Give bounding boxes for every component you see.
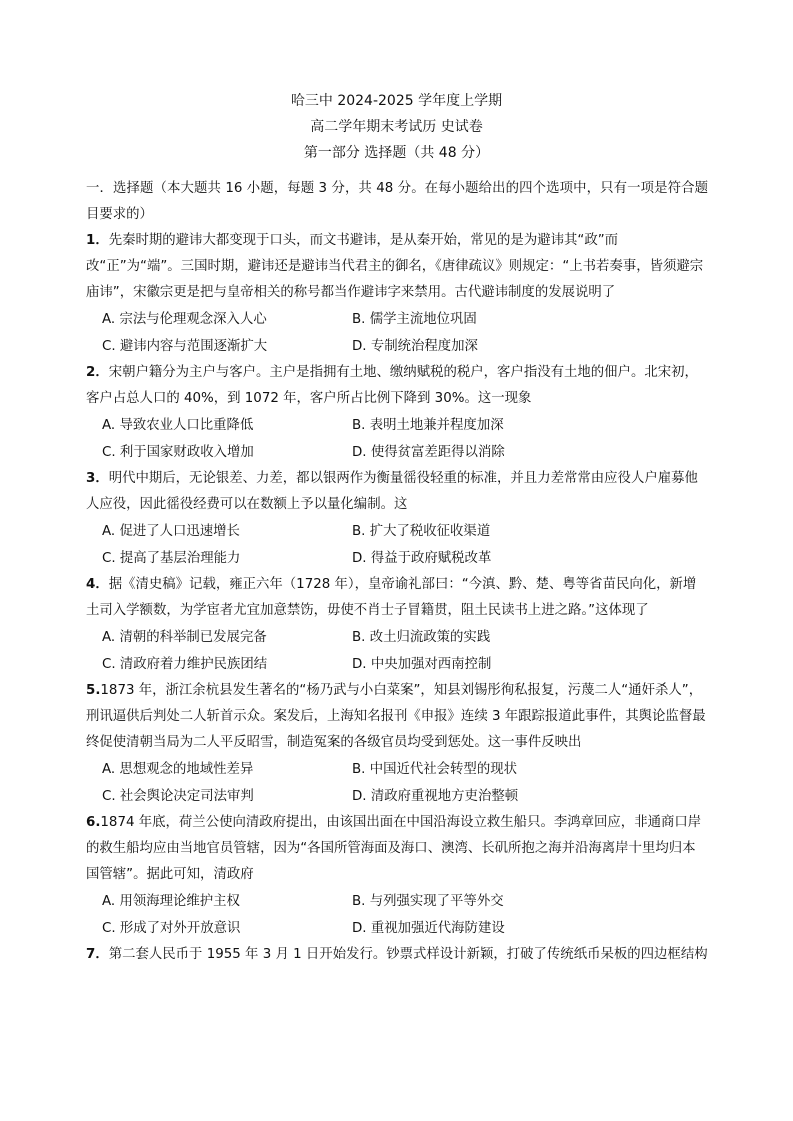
question-stem (86, 572, 708, 624)
question-stem (86, 942, 708, 968)
question-text: 宋朝户籍分为主户与客户。主户是指拥有土地、缴纳赋税的税户，客户指没有土地的佃户。北宋初，客户占总人口的 40%，到 1072 年，客户所占比例下降到 30%。这一现象 (86, 365, 698, 406)
options-grid (86, 624, 708, 678)
question-text: 第二套人民币于 1955 年 3 月 1 日开始发行。钞票式样设计新颖，打破了传统纸币呆板的四边框结构 (108, 947, 708, 962)
question-item (86, 360, 708, 466)
answer-option: C. 提高了基层治理能力 (102, 551, 241, 566)
exam-header (0, 88, 793, 166)
answer-option: B. 扩大了税收征收渠道 (352, 524, 491, 539)
answer-option: A. 导致农业人口比重降低 (102, 418, 254, 433)
answer-option: D. 重视加强近代海防建设 (352, 921, 505, 936)
question-text: 据《清史稿》记载，雍正六年（1728 年），皇帝谕礼部曰：“今滇、黔、楚、粤等省苗民向化，新增土司入学额数，为学宦者尤宜加意禁饬，毋使不肖士子冒籍贯，阻土民读书上进之路。”这体现了 (86, 577, 697, 618)
question-item (86, 572, 708, 678)
question-text: 1873 年，浙江余杭县发生著名的“杨乃武与小白菜案”，知县刘锡彤徇私报复，污蔑二人“通奸杀人”，刑讯逼供后判处二人斩首示众。案发后，上海知名报刊《申报》连续 3 年跟踪报道此事件，其舆论监督最终促使清朝当局为二人平反昭雪，制造冤案的各级官员均受到惩处。这一事件反映出 (86, 683, 706, 750)
answer-option: C. 利于国家财政收入增加 (102, 445, 254, 460)
options-grid (86, 756, 708, 810)
answer-option: D. 清政府重视地方吏治整顿 (352, 789, 519, 804)
question-item (86, 942, 708, 968)
answer-option: C. 社会舆论决定司法审判 (102, 789, 254, 804)
answer-option: D. 得益于政府赋税改革 (352, 551, 492, 566)
answer-option: D. 中央加强对西南控制 (352, 657, 492, 672)
question-item (86, 678, 708, 810)
question-item (86, 466, 708, 572)
answer-option: A. 宗法与伦理观念深入人心 (102, 312, 267, 327)
answer-option: A. 思想观念的地域性差异 (102, 762, 254, 777)
options-grid (86, 412, 708, 466)
question-number: 4． (86, 577, 109, 592)
question-number: 1． (86, 233, 109, 248)
question-text: 1874 年底，荷兰公使向清政府提出，由该国出面在中国沿海设立救生船只。李鸿章回应，非通商口岸的救生船均应由当地官员管辖，因为“各国所管海面及海口、澳湾、长矶所抱之海并沿海离岸十里均归本国管辖”。据此可知，清政府 (86, 815, 702, 882)
question-list (86, 228, 708, 968)
answer-option: C. 形成了对外开放意识 (102, 921, 241, 936)
question-number: 2． (86, 365, 109, 380)
answer-option: B. 表明土地兼并程度加深 (352, 418, 504, 433)
options-grid (86, 518, 708, 572)
question-number: 6. (86, 815, 101, 830)
part-title: 第一部分 选择题（共 48 分） (303, 145, 490, 161)
answer-option: A. 清朝的科举制已发展完备 (102, 630, 267, 645)
answer-option: B. 中国近代社会转型的现状 (352, 762, 517, 777)
answer-option: B. 与列强实现了平等外交 (352, 894, 504, 909)
answer-option: D. 使得贫富差距得以消除 (352, 445, 505, 460)
exam-title: 高二学年期末考试历 史试卷 (310, 119, 483, 135)
question-stem (86, 228, 708, 306)
answer-option: A. 用领海理论维护主权 (102, 894, 240, 909)
options-grid (86, 888, 708, 942)
answer-option: D. 专制统治程度加深 (352, 339, 478, 354)
answer-option: B. 儒学主流地位巩固 (352, 312, 477, 327)
question-stem (86, 360, 708, 412)
answer-option: C. 清政府着力维护民族团结 (102, 657, 268, 672)
question-item (86, 810, 708, 942)
question-stem (86, 678, 708, 756)
question-section (86, 176, 708, 968)
answer-option: A. 促进了人口迅速增长 (102, 524, 240, 539)
question-item (86, 228, 708, 360)
question-number: 5. (86, 683, 101, 698)
options-grid (86, 306, 708, 360)
section-instructions: 一．选择题（本大题共 16 小题，每题 3 分，共 48 分。在每小题给出的四个选项中，只有一项是符合题目要求的） (86, 181, 708, 222)
question-text: 明代中期后，无论银差、力差，都以银两作为衡量徭役轻重的标准，并且力差常常由应役人户雇募他人应役，因此徭役经费可以在数额上予以量化编制。这 (86, 471, 698, 512)
school-term-title: 哈三中 2024-2025 学年度上学期 (290, 93, 503, 109)
question-number: 3． (86, 471, 109, 486)
question-stem (86, 810, 708, 888)
question-number: 7． (86, 947, 109, 962)
question-text: 先秦时期的避讳大都变现于口头，而文书避讳，是从秦开始，常见的是为避讳其“政”而改“正”为“端”。三国时期，避讳还是避讳当代君主的御名，《唐律疏议》则规定：“上书若奏事，皆须避宗庙讳”，宋徽宗更是把与皇帝相关的称号都当作避讳字来禁用。古代避讳制度的发展说明了 (86, 233, 704, 300)
answer-option: C. 避讳内容与范围逐渐扩大 (102, 339, 268, 354)
question-stem (86, 466, 708, 518)
answer-option: B. 改土归流政策的实践 (352, 630, 491, 645)
